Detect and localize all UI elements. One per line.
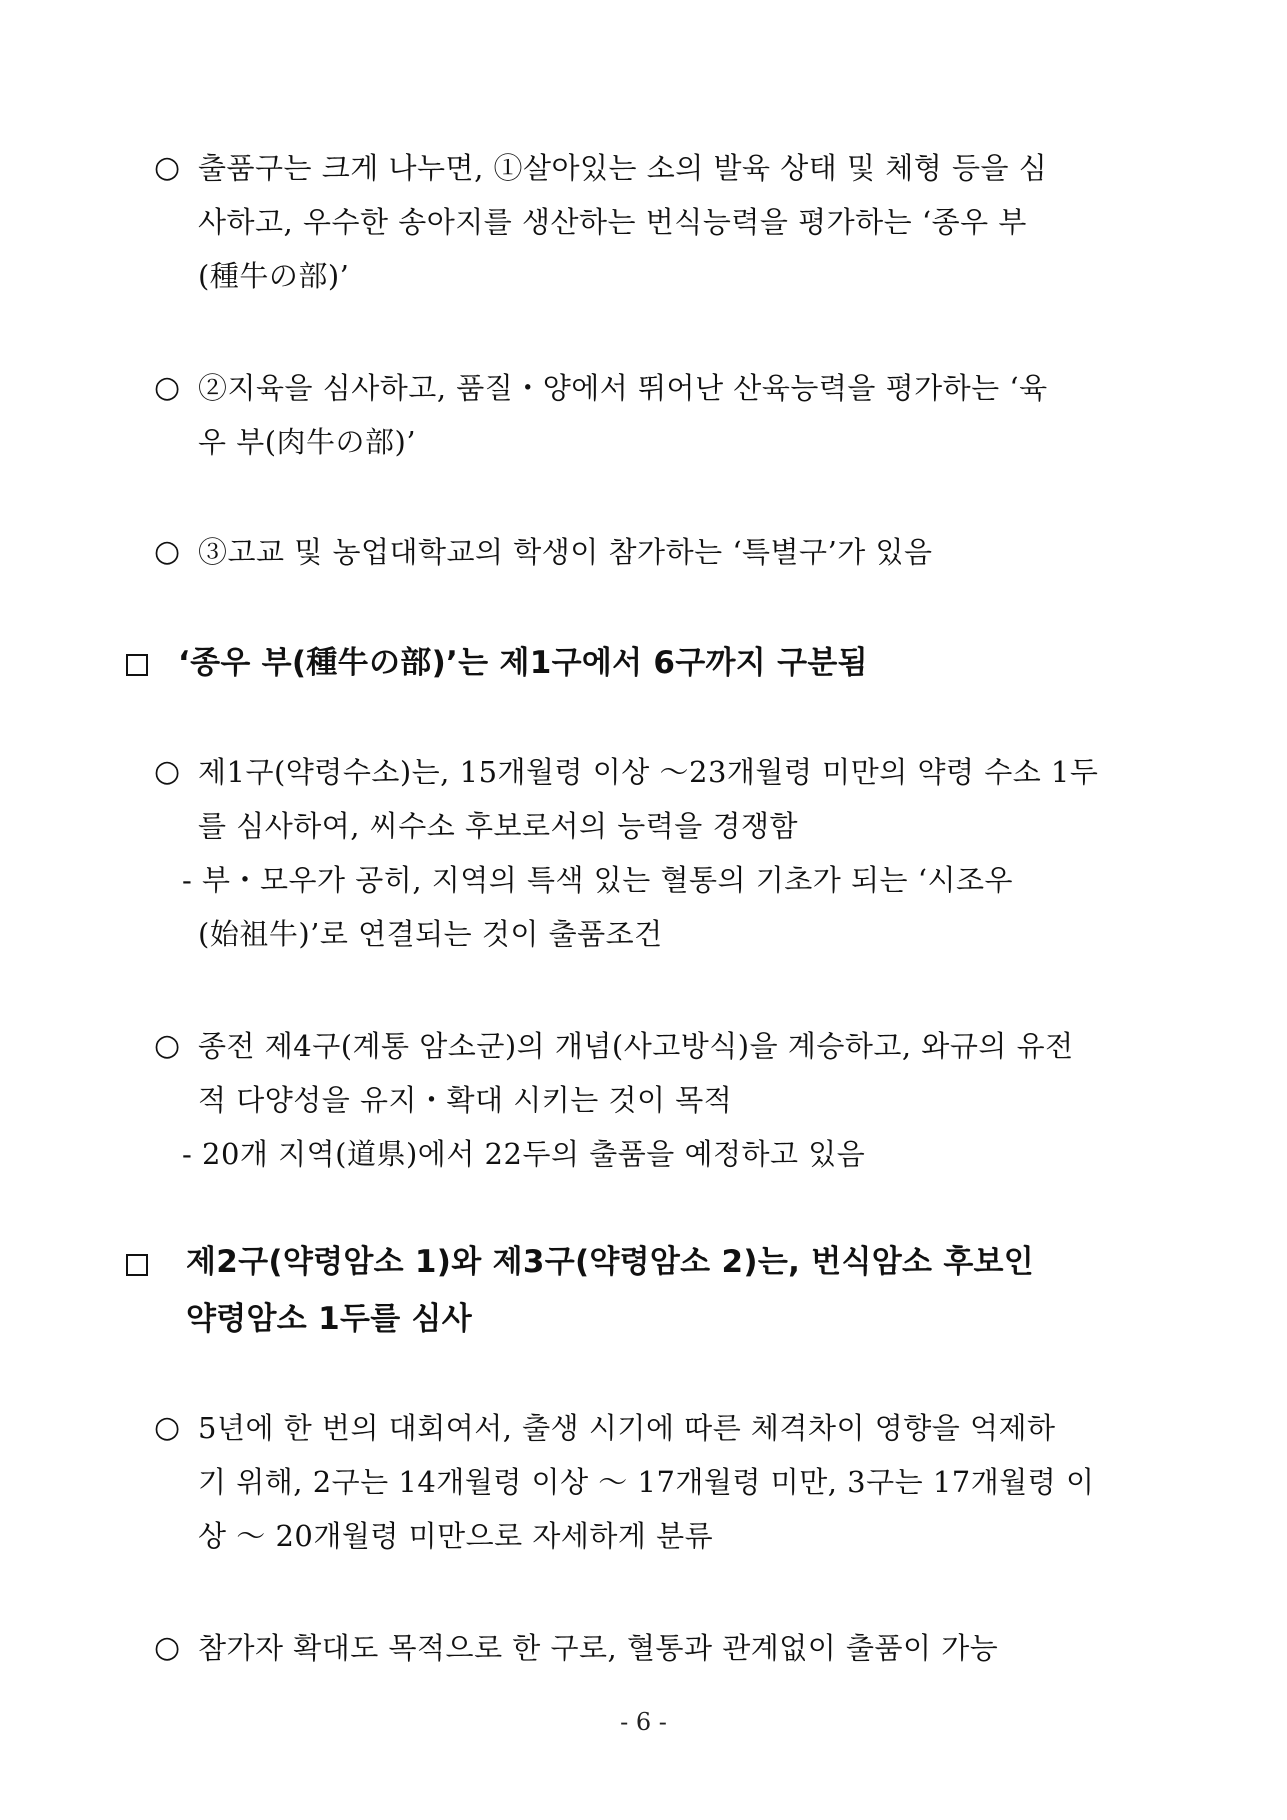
circle-bullet-icon: ○ bbox=[154, 754, 181, 789]
text-line: 우 부(肉牛の部)’ bbox=[198, 425, 417, 459]
text-line: 사하고, 우수한 송아지를 생산하는 번식능력을 평가하는 ‘종우 부 bbox=[198, 205, 1027, 239]
text-line: 상 ～ 20개월령 미만으로 자세하게 분류 bbox=[198, 1519, 714, 1553]
heading-text: 제2구(약령암소 1)와 제3구(약령암소 2)는, 번식암소 후보인 bbox=[186, 1244, 1035, 1280]
text-line: 종전 제4구(계통 암소군)의 개념(사고방식)을 계승하고, 와규의 유전 bbox=[198, 1029, 1074, 1063]
text-line: ②지육을 심사하고, 품질・양에서 뛰어난 산육능력을 평가하는 ‘육 bbox=[198, 371, 1048, 405]
heading-text: 약령암소 1두를 심사 bbox=[186, 1301, 473, 1337]
text-line: ③고교 및 농업대학교의 학생이 참가하는 ‘특별구’가 있음 bbox=[198, 535, 933, 569]
sub-item-line: (始祖牛)’로 연결되는 것이 출품조건 bbox=[198, 917, 663, 951]
circle-bullet-icon: ○ bbox=[154, 1410, 181, 1445]
square-bullet-icon bbox=[126, 654, 148, 676]
sub-item-line: - 20개 지역(道県)에서 22두의 출품을 예정하고 있음 bbox=[182, 1137, 866, 1171]
text-line: 출품구는 크게 나누면, ①살아있는 소의 발육 상태 및 체형 등을 심 bbox=[198, 151, 1048, 185]
text-line: (種牛の部)’ bbox=[198, 259, 350, 293]
text-line: 참가자 확대도 목적으로 한 구로, 혈통과 관계없이 출품이 가능 bbox=[198, 1631, 999, 1665]
text-line: 제1구(약령수소)는, 15개월령 이상 ～23개월령 미만의 약령 수소 1두 bbox=[198, 755, 1099, 789]
circle-bullet-icon: ○ bbox=[154, 534, 181, 569]
text-line: 기 위해, 2구는 14개월령 이상 ～ 17개월령 미만, 3구는 17개월령 이 bbox=[198, 1465, 1095, 1499]
text-line: 적 다양성을 유지・확대 시키는 것이 목적 bbox=[198, 1083, 733, 1117]
heading-text: ‘종우 부(種牛の部)’는 제1구에서 6구까지 구분됨 bbox=[178, 645, 868, 681]
text-line: 를 심사하여, 씨수소 후보로서의 능력을 경쟁함 bbox=[198, 809, 799, 843]
circle-bullet-icon: ○ bbox=[154, 370, 181, 405]
circle-bullet-icon: ○ bbox=[154, 150, 181, 185]
text-line: 5년에 한 번의 대회여서, 출생 시기에 따른 체격차이 영향을 억제하 bbox=[198, 1411, 1056, 1445]
circle-bullet-icon: ○ bbox=[154, 1630, 181, 1665]
square-bullet-icon bbox=[126, 1254, 148, 1276]
page-number: - 6 - bbox=[620, 1708, 667, 1736]
circle-bullet-icon: ○ bbox=[154, 1028, 181, 1063]
sub-item-line: - 부・모우가 공히, 지역의 특색 있는 혈통의 기초가 되는 ‘시조우 bbox=[182, 863, 1014, 897]
